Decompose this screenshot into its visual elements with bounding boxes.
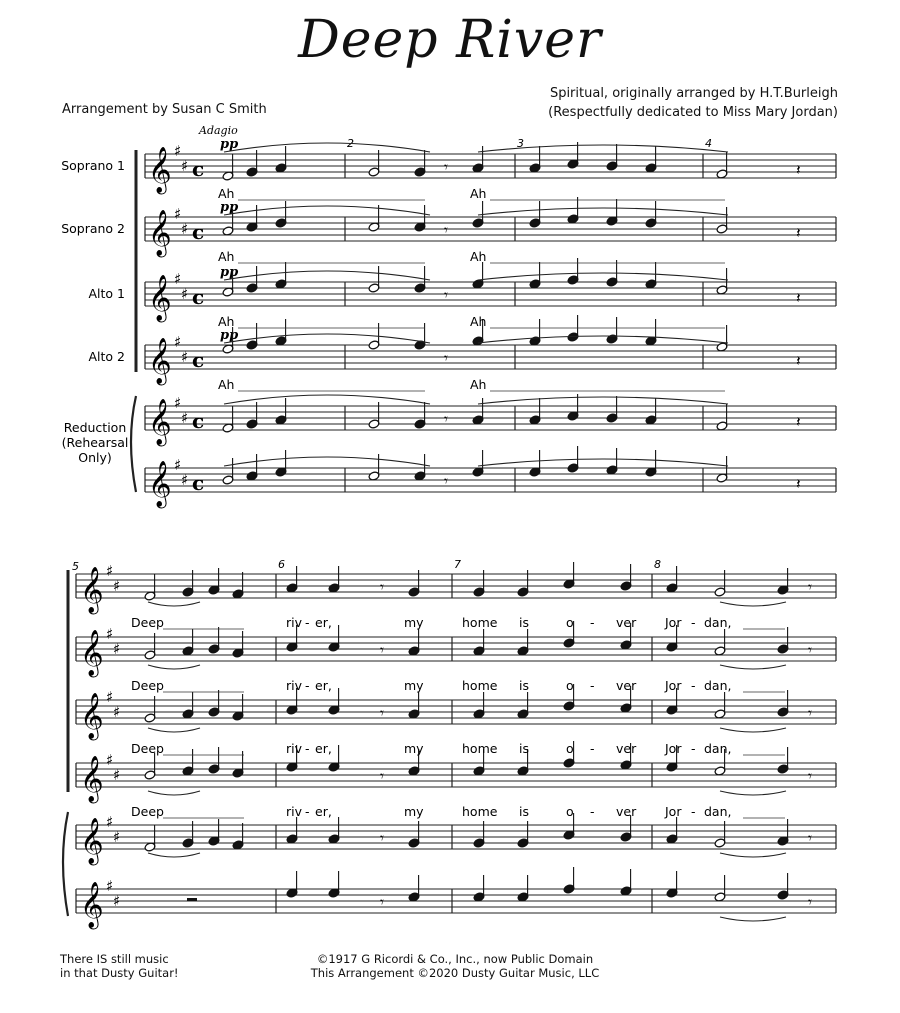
lyric: - xyxy=(691,678,696,693)
sharp-icon: ♯ xyxy=(106,688,114,706)
lyric: my xyxy=(404,741,424,756)
sharp-icon: ♯ xyxy=(174,394,182,412)
slur xyxy=(720,728,786,732)
eighth-rest-icon: 𝄾 xyxy=(808,829,812,847)
lyric: Ah xyxy=(470,249,487,264)
lyric: - xyxy=(305,804,310,819)
sharp-icon: ♯ xyxy=(174,142,182,160)
treble-clef-icon: 𝄞 xyxy=(148,338,172,384)
eighth-rest-icon: 𝄾 xyxy=(444,158,448,176)
eighth-rest-icon: 𝄾 xyxy=(380,767,384,785)
lyric: home xyxy=(462,741,498,756)
eighth-rest-icon: 𝄾 xyxy=(444,221,448,239)
lyric: home xyxy=(462,678,498,693)
source-line-2: (Respectfully dedicated to Miss Mary Jordan) xyxy=(548,105,838,120)
sharp-icon: ♯ xyxy=(113,892,121,910)
lyric: Deep xyxy=(131,615,164,630)
time-signature: c xyxy=(192,157,205,181)
lyric: my xyxy=(404,804,424,819)
sharp-icon: ♯ xyxy=(106,625,114,643)
slur xyxy=(478,273,728,280)
lyric: - xyxy=(590,804,595,819)
lyric: home xyxy=(462,804,498,819)
lyric: Ah xyxy=(218,186,235,201)
lyric: er, xyxy=(315,615,332,630)
treble-clef-icon: 𝄞 xyxy=(80,567,104,613)
treble-clef-icon: 𝄞 xyxy=(148,210,172,256)
lyric: - xyxy=(590,615,595,630)
lyric: my xyxy=(404,678,424,693)
lyric: dan, xyxy=(704,678,732,693)
measure-number: 5 xyxy=(72,560,79,573)
slur xyxy=(224,457,430,466)
treble-clef-icon: 𝄞 xyxy=(148,461,172,507)
treble-clef-icon: 𝄞 xyxy=(80,882,104,928)
time-signature: c xyxy=(192,285,205,309)
quarter-rest-icon: 𝄽 xyxy=(796,161,801,179)
time-signature: c xyxy=(192,348,205,372)
lyric: Ah xyxy=(470,314,487,329)
eighth-rest-icon: 𝄾 xyxy=(808,641,812,659)
slur xyxy=(224,271,430,280)
half-rest-icon xyxy=(187,898,197,901)
sharp-icon: ♯ xyxy=(113,640,121,658)
slur xyxy=(478,145,728,152)
lyric: - xyxy=(305,615,310,630)
quarter-rest-icon: 𝄽 xyxy=(796,289,801,307)
lyric: is xyxy=(519,678,529,693)
slur xyxy=(720,602,786,606)
sharp-icon: ♯ xyxy=(113,577,121,595)
treble-clef-icon: 𝄞 xyxy=(80,756,104,802)
measure-number: 2 xyxy=(347,137,354,150)
eighth-rest-icon: 𝄾 xyxy=(380,829,384,847)
eighth-rest-icon: 𝄾 xyxy=(808,578,812,596)
sharp-icon: ♯ xyxy=(181,157,189,175)
lyric: - xyxy=(590,678,595,693)
eighth-rest-icon: 𝄾 xyxy=(808,767,812,785)
lyric: Ah xyxy=(470,377,487,392)
lyric: er, xyxy=(315,678,332,693)
part-label: Soprano 2 xyxy=(61,221,125,236)
measure-number: 7 xyxy=(454,558,461,571)
lyric: is xyxy=(519,615,529,630)
lyric: Ah xyxy=(218,314,235,329)
lyric: Jor xyxy=(665,804,682,819)
lyric: ver xyxy=(616,741,637,756)
sharp-icon: ♯ xyxy=(106,813,114,831)
quarter-rest-icon: 𝄽 xyxy=(796,224,801,242)
footer-left xyxy=(60,952,179,980)
eighth-rest-icon: 𝄾 xyxy=(808,704,812,722)
dynamic-marking: pp xyxy=(220,200,239,215)
slur xyxy=(224,143,430,152)
lyric: - xyxy=(305,741,310,756)
eighth-rest-icon: 𝄾 xyxy=(444,472,448,490)
lyric: - xyxy=(590,741,595,756)
sharp-icon: ♯ xyxy=(174,270,182,288)
lyric: Ah xyxy=(218,249,235,264)
source-line-1: Spiritual, originally arranged by H.T.Burleigh xyxy=(549,86,838,101)
sharp-icon: ♯ xyxy=(113,703,121,721)
time-signature: c xyxy=(192,220,205,244)
sharp-icon: ♯ xyxy=(181,220,189,238)
quarter-rest-icon: 𝄽 xyxy=(796,413,801,431)
eighth-rest-icon: 𝄾 xyxy=(444,286,448,304)
sharp-icon: ♯ xyxy=(181,285,189,303)
lyric: ver xyxy=(616,615,637,630)
footer-center-line-2: This Arrangement ©2020 Dusty Guitar Music, LLC xyxy=(310,966,600,980)
part-label: Alto 2 xyxy=(88,349,125,364)
lyric: home xyxy=(462,615,498,630)
treble-clef-icon: 𝄞 xyxy=(148,147,172,193)
footer-center-line-1: ©1917 G Ricordi & Co., Inc., now Public Domain xyxy=(316,952,594,966)
sharp-icon: ♯ xyxy=(181,471,189,489)
lyric: o xyxy=(566,678,574,693)
quarter-rest-icon: 𝄽 xyxy=(796,475,801,493)
eighth-rest-icon: 𝄾 xyxy=(380,641,384,659)
eighth-rest-icon: 𝄾 xyxy=(444,349,448,367)
treble-clef-icon: 𝄞 xyxy=(80,630,104,676)
lyric: ver xyxy=(616,804,637,819)
dynamic-marking: pp xyxy=(220,328,239,343)
measure-number: 3 xyxy=(517,137,524,150)
dynamic-marking: pp xyxy=(220,265,239,280)
lyric: riv xyxy=(286,741,303,756)
reduction-label: Only) xyxy=(78,450,112,465)
lyric: - xyxy=(691,741,696,756)
lyric: er, xyxy=(315,741,332,756)
sharp-icon: ♯ xyxy=(174,456,182,474)
dynamic-marking: pp xyxy=(220,137,239,152)
lyric: riv xyxy=(286,678,303,693)
lyric: Ah xyxy=(218,377,235,392)
footer-left-line-2: in that Dusty Guitar! xyxy=(60,966,179,980)
piano-brace xyxy=(63,812,68,916)
lyric: - xyxy=(691,804,696,819)
eighth-rest-icon: 𝄾 xyxy=(380,893,384,911)
eighth-rest-icon: 𝄾 xyxy=(380,578,384,596)
lyric: dan, xyxy=(704,804,732,819)
slur xyxy=(224,395,430,404)
slur xyxy=(148,791,200,795)
lyric: Deep xyxy=(131,804,164,819)
slur xyxy=(478,397,728,404)
lyric: Jor xyxy=(665,678,682,693)
lyric: Deep xyxy=(131,741,164,756)
footer-left-line-1: There IS still music xyxy=(60,952,169,966)
time-signature: c xyxy=(192,409,205,433)
lyric: dan, xyxy=(704,615,732,630)
slur xyxy=(478,208,728,215)
sharp-icon: ♯ xyxy=(181,348,189,366)
lyric: o xyxy=(566,804,574,819)
lyric: Ah xyxy=(470,186,487,201)
slur xyxy=(720,853,786,857)
slur xyxy=(478,459,728,466)
part-label: Soprano 1 xyxy=(61,158,125,173)
lyric: ver xyxy=(616,678,637,693)
measure-number: 6 xyxy=(278,558,285,571)
sharp-icon: ♯ xyxy=(174,333,182,351)
sharp-icon: ♯ xyxy=(106,562,114,580)
arranger-credit: Arrangement by Susan C Smith xyxy=(62,102,267,117)
sharp-icon: ♯ xyxy=(113,828,121,846)
eighth-rest-icon: 𝄾 xyxy=(380,704,384,722)
lyric: Jor xyxy=(665,741,682,756)
treble-clef-icon: 𝄞 xyxy=(80,818,104,864)
lyric: o xyxy=(566,615,574,630)
slur xyxy=(148,602,200,606)
treble-clef-icon: 𝄞 xyxy=(148,275,172,321)
slur xyxy=(720,791,786,795)
sharp-icon: ♯ xyxy=(113,766,121,784)
slur xyxy=(478,336,728,343)
slur xyxy=(720,917,786,921)
lyric: er, xyxy=(315,804,332,819)
lyric: my xyxy=(404,615,424,630)
part-label: Alto 1 xyxy=(88,286,125,301)
lyric: riv xyxy=(286,804,303,819)
lyric: riv xyxy=(286,615,303,630)
sharp-icon: ♯ xyxy=(181,409,189,427)
lyric: Deep xyxy=(131,678,164,693)
quarter-rest-icon: 𝄽 xyxy=(796,352,801,370)
slur xyxy=(720,665,786,669)
slur xyxy=(148,728,200,732)
treble-clef-icon: 𝄞 xyxy=(80,693,104,739)
footer-center xyxy=(300,952,610,980)
measure-number: 8 xyxy=(654,558,661,571)
lyric: dan, xyxy=(704,741,732,756)
slur xyxy=(148,665,200,669)
sharp-icon: ♯ xyxy=(106,751,114,769)
sharp-icon: ♯ xyxy=(174,205,182,223)
lyric: - xyxy=(305,678,310,693)
lyric: Jor xyxy=(665,615,682,630)
page-title: Deep River xyxy=(298,10,602,70)
slur xyxy=(148,853,200,857)
measure-number: 4 xyxy=(705,137,712,150)
time-signature: c xyxy=(192,471,205,495)
lyric: is xyxy=(519,804,529,819)
eighth-rest-icon: 𝄾 xyxy=(808,893,812,911)
treble-clef-icon: 𝄞 xyxy=(148,399,172,445)
reduction-label: Reduction xyxy=(63,420,127,435)
lyric: is xyxy=(519,741,529,756)
lyric: o xyxy=(566,741,574,756)
lyric: - xyxy=(691,615,696,630)
piano-brace xyxy=(131,396,136,492)
slur xyxy=(224,206,430,215)
eighth-rest-icon: 𝄾 xyxy=(444,410,448,428)
reduction-label: (Rehearsal xyxy=(61,435,129,450)
sharp-icon: ♯ xyxy=(106,877,114,895)
tempo-marking: Adagio xyxy=(199,124,238,137)
